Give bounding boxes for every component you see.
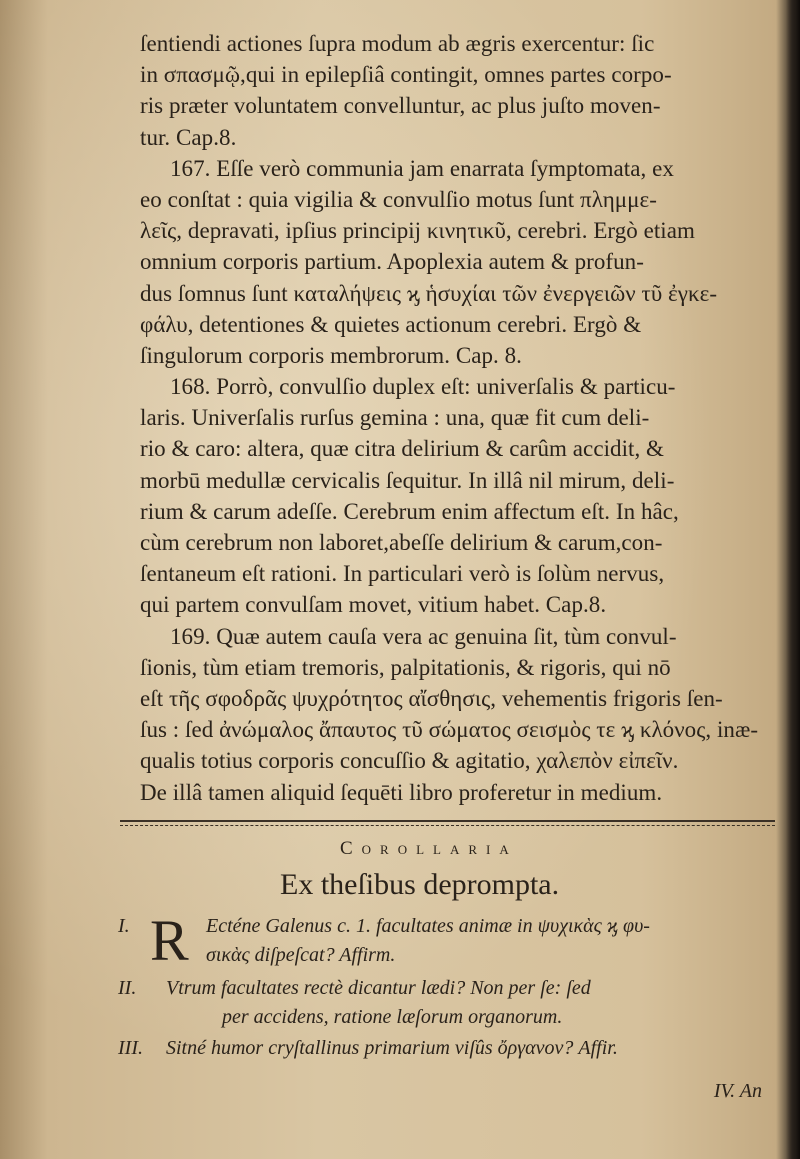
text-line: φάλυ, detentiones & quietes actionum cerebri. Ergò & bbox=[140, 311, 642, 337]
text-line: ſentiendi actiones ſupra modum ab ægris exercentur: ſic bbox=[140, 31, 655, 56]
item-numeral: III. bbox=[118, 1037, 143, 1059]
text-line: ſentaneum eſt rationi. In particulari verò is ſolùm nervus, bbox=[140, 561, 665, 587]
text-line: rio & caro: altera, quæ citra delirium & carûm accidit, & bbox=[140, 436, 664, 462]
text-line: ſus : ſed ἀνώμαλος ἄπαυτος τῦ σώματος σεισμὸς τε ϗ κλόνος, inæ- bbox=[140, 717, 759, 743]
text-line: morbū medullæ cervicalis ſequitur. In illâ nil mirum, deli- bbox=[140, 467, 675, 493]
text-line: λεῖς, depravati, ipſius principij κινητικῦ, cerebri. Ergò etiam bbox=[140, 218, 695, 244]
item-numeral: II. bbox=[118, 977, 137, 999]
text-line: 168. Porrò, convulſio duplex eſt: univerſalis & particu- bbox=[170, 374, 676, 400]
page-edge-shadow bbox=[786, 0, 800, 1159]
text-line: laris. Univerſalis rurſus gemina : una, quæ fit cum deli- bbox=[140, 405, 650, 431]
text-line: ſionis, tùm etiam tremoris, palpitationis, & rigoris, qui nō bbox=[140, 654, 671, 680]
body-text bbox=[140, 28, 790, 808]
ornamental-rule bbox=[120, 820, 775, 826]
text-line: dus ſomnus ſunt καταλήψεις ϗ ἡσυχίαι τῶν ἐνεργειῶν τῦ ἐγκε- bbox=[140, 280, 718, 306]
item-line: σικὰς diſpeſcat? Affirm. bbox=[206, 944, 396, 966]
item-line: Sitné humor cryſtallinus primarium viſûs ὄργανον? Affir. bbox=[166, 1037, 618, 1059]
text-line: tur. Cap.8. bbox=[140, 124, 237, 150]
corollary-item-2 bbox=[118, 974, 778, 1032]
catchword: IV. An bbox=[713, 1080, 762, 1102]
text-line: ris præter voluntatem convelluntur, ac plus juſto moven- bbox=[140, 93, 661, 119]
text-line: 167. Eſſe verò communia jam enarrata ſymptomata, ex bbox=[170, 155, 674, 181]
text-line: 169. Quæ autem cauſa vera ac genuina ſit, tùm convul- bbox=[170, 623, 677, 649]
text-line: De illâ tamen aliquid ſequēti libro proferetur in medium. bbox=[140, 779, 663, 805]
text-line: qui partem convulſam movet, vitium habet. Cap.8. bbox=[140, 592, 607, 618]
drop-cap: R bbox=[150, 908, 189, 973]
item-line: Ecténe Galenus c. 1. facultates animæ in ψυχικὰς ϗ φυ- bbox=[206, 915, 650, 937]
item-numeral: I. bbox=[118, 915, 130, 937]
subheading: Ex theſibus deprompta. bbox=[280, 868, 560, 901]
text-line: eſt τῆς σφοδρᾶς ψυχρότητος αἴσθησις, vehementis frigoris ſen- bbox=[140, 685, 723, 711]
item-line: per accidens, ratione læſorum organorum. bbox=[222, 1006, 563, 1028]
corollaria-heading: Corollaria bbox=[340, 838, 518, 859]
corollary-item-3 bbox=[118, 1034, 778, 1063]
text-line: ſingulorum corporis membrorum. Cap. 8. bbox=[140, 342, 522, 368]
text-line: qualis totius corporis concuſſio & agitatio, χαλεπὸν εἰπεῖν. bbox=[140, 748, 679, 774]
text-line: rium & carum adeſſe. Cerebrum enim affectum eſt. In hâc, bbox=[140, 498, 679, 524]
text-line: in σπασμῷ,qui in epilepſiâ contingit, omnes partes corpo- bbox=[140, 62, 672, 88]
corollary-item-1 bbox=[118, 908, 778, 973]
text-line: cùm cerebrum non laboret,abeſſe delirium & carum,con- bbox=[140, 530, 663, 555]
item-line: Vtrum facultates rectè dicantur lædi? Non per ſe: ſed bbox=[166, 977, 591, 999]
text-line: omnium corporis partium. Apoplexia autem & profun- bbox=[140, 249, 644, 275]
text-line: eo conſtat : quia vigilia & convulſio motus ſunt πλημμε- bbox=[140, 186, 657, 212]
